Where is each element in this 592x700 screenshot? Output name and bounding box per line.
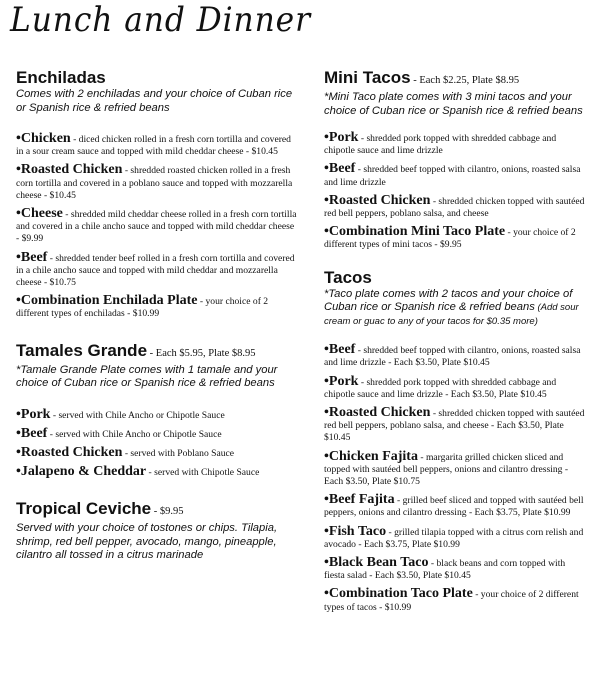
item-desc: - shredded tender beef rolled in a fresh corn tortilla and covered in a chile ancho sauce and topped with mild cheddar and mozzarella cheese - $10.75 <box>16 252 295 289</box>
item-desc: - served with Chile Ancho or Chipotle Sauce <box>50 409 225 421</box>
item-desc: - served with Chile Ancho or Chipotle Sauce <box>47 428 222 440</box>
item-name: •Beef <box>16 249 48 265</box>
item-desc: - diced chicken rolled in a fresh corn tortilla and covered in a sour cream sauce and topped with mild cheddar cheese - $10.45 <box>16 134 291 158</box>
menu-item <box>324 192 586 220</box>
enchiladas-heading: Enchiladas <box>16 68 106 87</box>
item-name: •Chicken Fajita <box>324 448 418 464</box>
item-desc: - shredded chicken topped with sautéed red bell peppers, poblano salsa, and cheese <box>324 195 585 220</box>
enchiladas-note: Comes with 2 enchiladas and your choice of Cuban rice or Spanish rice & refried beans <box>16 88 293 114</box>
menu-item <box>324 494 586 519</box>
menu-item <box>324 523 586 551</box>
item-name: •Roasted Chicken <box>16 162 123 178</box>
page-title: Lunch and Dinner <box>10 0 311 40</box>
menu-item <box>16 249 298 290</box>
item-name: •Pork <box>324 373 359 389</box>
item-desc: - served with Chipotle Sauce <box>146 467 260 479</box>
menu-item <box>324 344 586 369</box>
item-name: •Beef <box>16 425 48 441</box>
item-desc: - served with Poblano Sauce <box>122 448 235 460</box>
item-name: •Jalapeno & Cheddar <box>16 464 147 480</box>
menu-item <box>324 588 586 613</box>
item-name: •Chicken <box>16 131 71 146</box>
item-name: •Black Bean Taco <box>324 554 429 570</box>
menu-item <box>324 373 586 401</box>
menu-item <box>324 132 586 157</box>
ceviche-note: Served with your choice of tostones or chips. Tilapia, shrimp, red bell pepper, avocado, mango, pineapple, cilantro all tossed in a citrus marinade <box>16 522 278 562</box>
item-desc: - shredded beef topped with cilantro, onions, roasted salsa and lime drizzle <box>324 164 581 188</box>
enchiladas-section <box>16 68 298 321</box>
tamales-title: Tamales Grande <box>16 340 148 360</box>
ceviche-section <box>16 499 298 563</box>
menu-item <box>324 554 586 582</box>
menu-item <box>16 208 298 246</box>
item-desc: - shredded beef topped with cilantro, onions, roasted salsa and lime drizzle - Each $3.50, Plate $10.45 <box>324 345 581 369</box>
item-desc: - shredded mild cheddar cheese rolled in a fresh corn tortilla and covered in a chile ancho sauce and topped with mild cheddar cheese - $9.99 <box>16 209 297 245</box>
item-name: •Beef <box>324 161 356 177</box>
ceviche-price: - $9.95 <box>151 506 184 518</box>
menu-item <box>16 466 298 479</box>
menu-item <box>16 295 298 320</box>
tacos-heading: Tacos <box>324 267 372 287</box>
item-desc: - shredded pork topped with shredded cabbage and chipotle sauce and lime drizzle - Each $3.50, Plate $10.45 <box>324 376 557 400</box>
item-name: •Combination Enchilada Plate <box>16 293 198 309</box>
item-desc: - grilled beef sliced and topped with sautéed bell peppers, onions and cilantro dressing - Each $3.75, Plate $10.99 <box>324 495 584 519</box>
item-name: •Roasted Chicken <box>16 445 123 461</box>
item-name: •Roasted Chicken <box>324 192 431 208</box>
item-name: •Pork <box>324 130 359 145</box>
tacos-note-text: *Taco plate comes with 2 tacos and your choice of Cuban rice or Spanish rice & refried beans <box>324 287 573 314</box>
item-desc: - black beans and corn topped with fiesta salad - Each $3.50, Plate $10.45 <box>324 557 566 582</box>
ceviche-heading <box>16 499 298 521</box>
right-column <box>324 68 586 614</box>
item-name: •Pork <box>16 406 51 422</box>
menu-item <box>324 226 586 251</box>
item-desc: - shredded roasted chicken rolled in a fresh corn tortilla and covered in a poblano sauce and topped with mozzarella cheese - $10.45 <box>16 165 293 201</box>
minitacos-note: *Mini Taco plate comes with 3 mini tacos and your choice of Cuban rice or Spanish rice & refried beans <box>324 91 583 117</box>
menu-item <box>16 164 298 202</box>
menu-item <box>324 448 586 489</box>
item-desc: - shredded chicken topped with sautéed red bell peppers, poblano salsa, and cheese - Each $3.50, Plate $10.45 <box>324 407 585 444</box>
menu-item <box>16 447 298 460</box>
item-desc: - your choice of 2 different types of enchiladas - $10.99 <box>16 296 269 320</box>
tamales-heading <box>16 341 298 363</box>
item-desc: - your choice of 2 different types of mini tacos - $9.95 <box>324 227 576 251</box>
menu-item <box>324 404 586 445</box>
minitacos-heading <box>324 68 586 90</box>
tamales-section <box>16 341 298 480</box>
menu-item <box>16 406 298 422</box>
minitacos-price: - Each $2.25, Plate $8.95 <box>410 75 520 86</box>
tamales-note: *Tamale Grande Plate comes with 1 tamale and your choice of Cuban rice or Spanish rice & refried beans <box>16 363 278 390</box>
item-name: •Combination Mini Taco Plate <box>324 224 506 240</box>
item-name: •Fish Taco <box>324 523 387 539</box>
menu-item <box>324 163 586 188</box>
left-column <box>16 68 298 563</box>
minitacos-title: Mini Tacos <box>324 68 411 87</box>
item-name: •Combination Taco Plate <box>324 586 473 602</box>
menu-item <box>16 133 298 158</box>
item-desc: - margarita grilled chicken sliced and topped with sautéed bell peppers, onions and cilantro dressing - Each $3.50, Plate $10.75 <box>324 451 569 487</box>
menu-item <box>16 425 298 441</box>
item-desc: - your choice of 2 different types of tacos - $10.99 <box>324 589 579 613</box>
item-name: •Beef <box>324 342 356 358</box>
tacos-note-addon: (Add sour cream or guac to any of your tacos for $0.35 more) <box>324 302 579 327</box>
minitacos-section <box>324 68 586 252</box>
item-name: •Cheese <box>16 206 63 222</box>
item-name: •Beef Fajita <box>324 492 395 508</box>
tamales-price: - Each $5.95, Plate $8.95 <box>147 347 256 359</box>
item-desc: - grilled tilapia topped with a citrus corn relish and avocado - Each $3.75, Plate $10.99 <box>324 526 584 550</box>
ceviche-title: Tropical Ceviche <box>16 499 152 519</box>
item-desc: - shredded pork topped with shredded cabbage and chipotle sauce and lime drizzle <box>324 133 557 157</box>
tacos-note <box>324 288 586 329</box>
item-name: •Roasted Chicken <box>324 404 431 420</box>
tacos-section <box>324 268 586 614</box>
